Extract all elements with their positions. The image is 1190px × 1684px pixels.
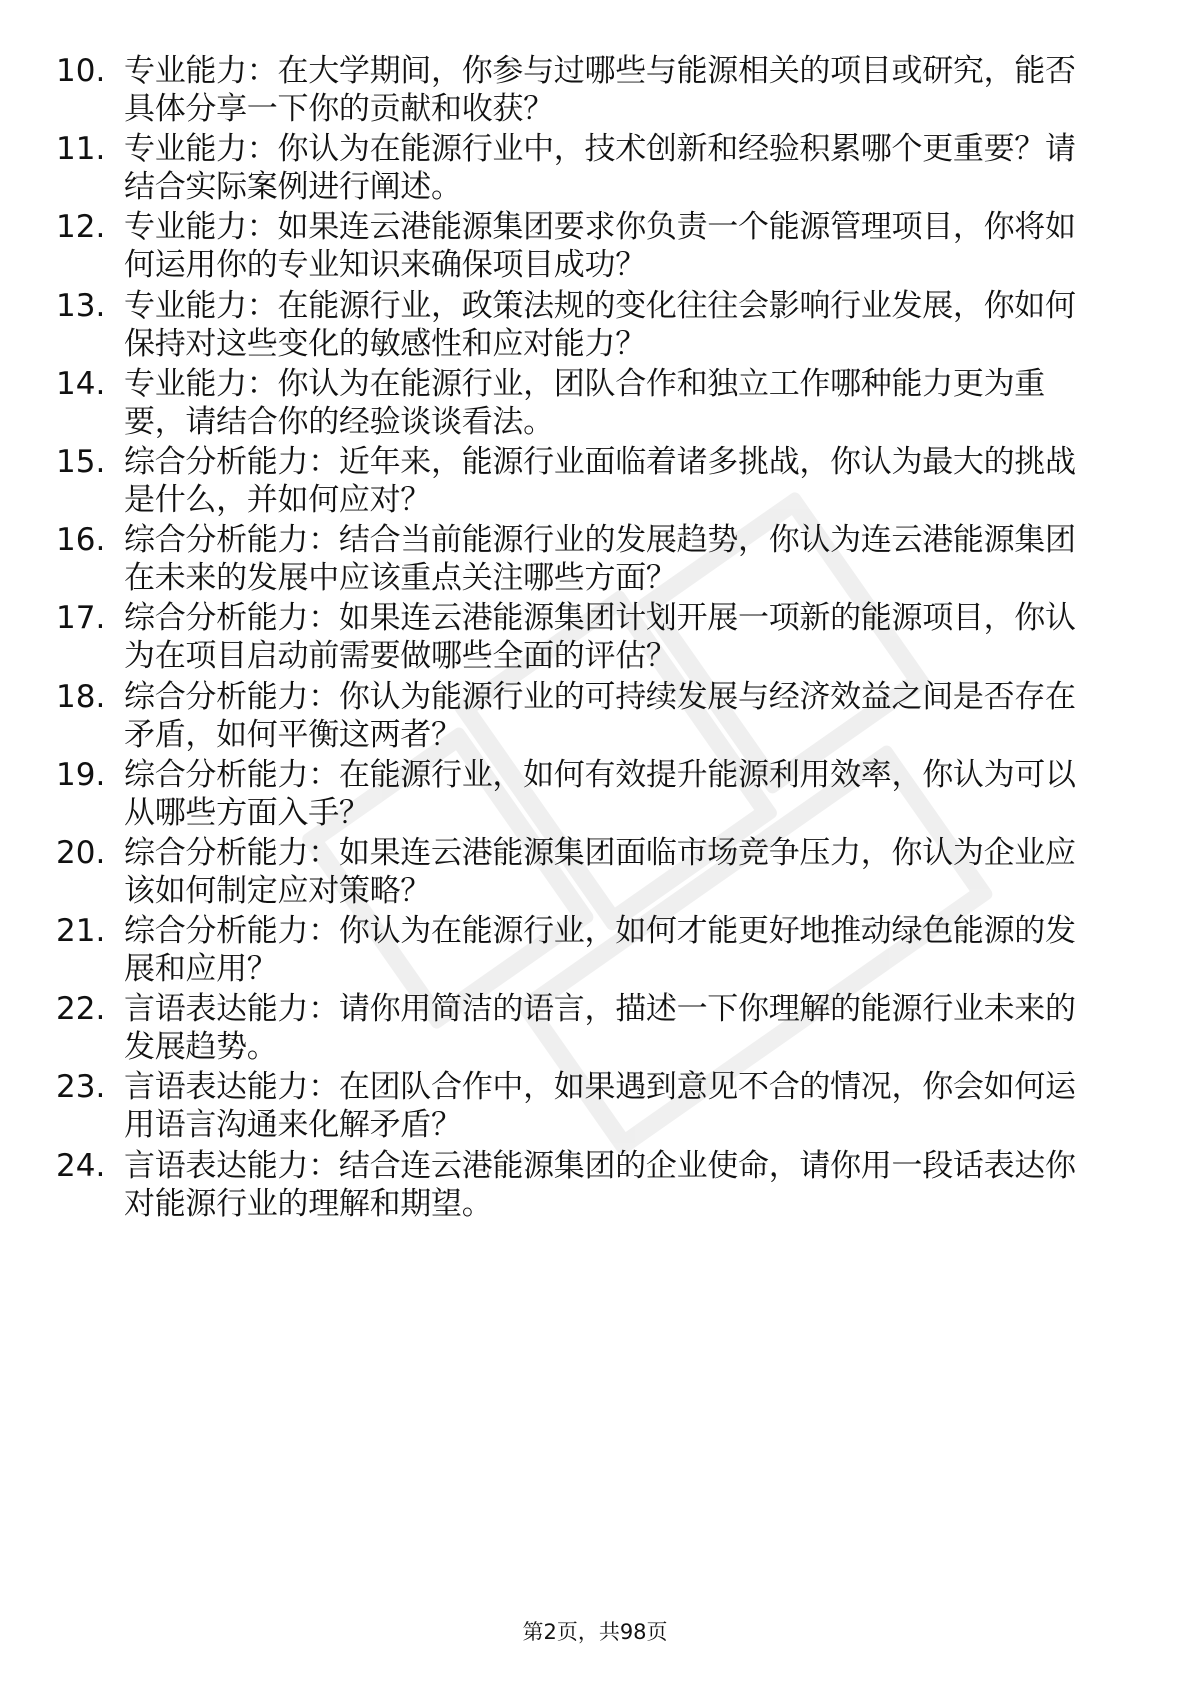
question-text: 综合分析能力：近年来，能源行业面临着诸多挑战，你认为最大的挑战是什么，并如何应对？ (124, 443, 1076, 518)
question-number: 16. (56, 522, 106, 559)
question-item (56, 912, 1106, 990)
question-text: 言语表达能力：结合连云港能源集团的企业使命，请你用一段话表达你对能源行业的理解和期望。 (124, 1147, 1076, 1222)
question-text: 专业能力：你认为在能源行业，团队合作和独立工作哪种能力更为重要，请结合你的经验谈谈看法。 (124, 365, 1045, 440)
question-number: 24. (56, 1147, 106, 1184)
question-item (56, 1068, 1106, 1146)
question-number: 19. (56, 756, 106, 793)
question-text: 言语表达能力：在团队合作中，如果遇到意见不合的情况，你会如何运用语言沟通来化解矛盾？ (124, 1069, 1076, 1144)
question-text: 专业能力：你认为在能源行业中，技术创新和经验积累哪个更重要？请结合实际案例进行阐述。 (124, 131, 1076, 206)
question-list (56, 52, 1106, 1225)
question-number: 12. (56, 209, 106, 246)
question-item (56, 756, 1106, 834)
question-number: 10. (56, 53, 106, 89)
page-number-footer: 第2页，共98页 (522, 1620, 668, 1644)
question-item (56, 365, 1106, 443)
question-item (56, 521, 1106, 599)
question-text: 专业能力：在能源行业，政策法规的变化往往会影响行业发展，你如何保持对这些变化的敏感性和应对能力？ (124, 287, 1076, 362)
question-number: 14. (56, 365, 106, 402)
question-number: 20. (56, 834, 106, 871)
question-number: 22. (56, 991, 106, 1028)
question-item (56, 599, 1106, 677)
question-number: 18. (56, 678, 106, 715)
question-text: 言语表达能力：请你用简洁的语言，描述一下你理解的能源行业未来的发展趋势。 (124, 991, 1076, 1066)
question-text: 综合分析能力：如果连云港能源集团面临市场竞争压力，你认为企业应该如何制定应对策略？ (124, 834, 1076, 909)
question-text: 专业能力：在大学期间，你参与过哪些与能源相关的项目或研究，能否具体分享一下你的贡献和收获？ (124, 53, 1076, 127)
question-item (56, 130, 1106, 208)
question-item (56, 834, 1106, 912)
question-item (56, 287, 1106, 365)
question-text: 综合分析能力：在能源行业，如何有效提升能源利用效率，你认为可以从哪些方面入手？ (124, 756, 1076, 831)
question-number: 23. (56, 1069, 106, 1106)
question-text: 专业能力：如果连云港能源集团要求你负责一个能源管理项目，你将如何运用你的专业知识来确保项目成功？ (124, 209, 1076, 284)
question-number: 13. (56, 287, 106, 324)
question-item (56, 990, 1106, 1068)
question-text: 综合分析能力：你认为能源行业的可持续发展与经济效益之间是否存在矛盾，如何平衡这两者？ (124, 678, 1076, 753)
question-number: 17. (56, 600, 106, 637)
question-item (56, 443, 1106, 521)
question-item (56, 208, 1106, 286)
question-item (56, 52, 1106, 130)
question-text: 综合分析能力：如果连云港能源集团计划开展一项新的能源项目，你认为在项目启动前需要做哪些全面的评估？ (124, 600, 1076, 675)
question-text: 综合分析能力：结合当前能源行业的发展趋势，你认为连云港能源集团在未来的发展中应该重点关注哪些方面？ (124, 522, 1076, 597)
question-item (56, 678, 1106, 756)
question-number: 15. (56, 443, 106, 480)
question-item (56, 1147, 1106, 1225)
question-text: 综合分析能力：你认为在能源行业，如何才能更好地推动绿色能源的发展和应用？ (124, 913, 1076, 988)
question-number: 11. (56, 131, 106, 168)
question-number: 21. (56, 913, 106, 950)
